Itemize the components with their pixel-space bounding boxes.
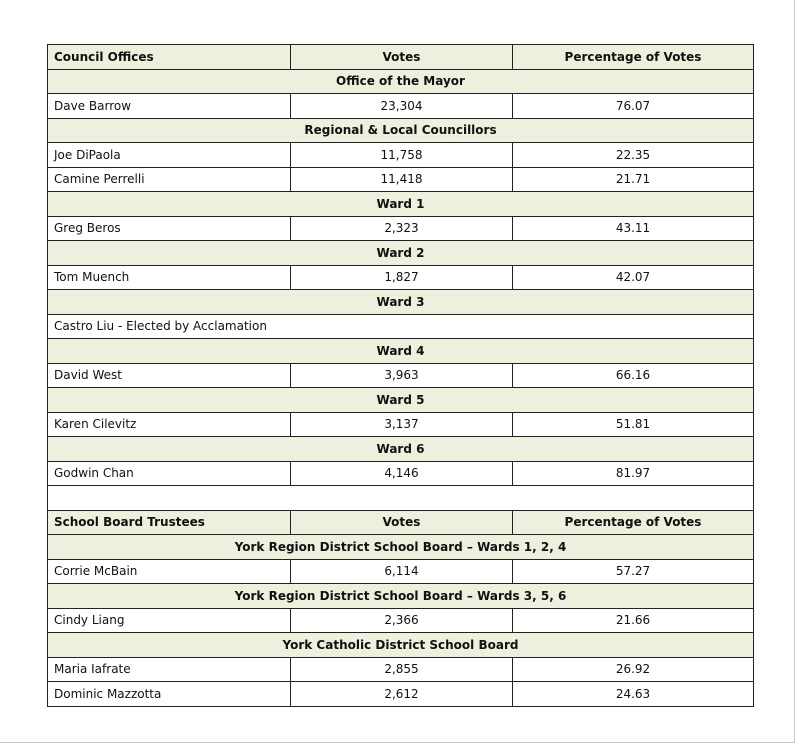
vote-percentage: 66.16 <box>513 363 754 388</box>
table-row <box>48 608 754 633</box>
section-heading-row <box>48 192 754 217</box>
section-heading-row <box>48 633 754 658</box>
vote-count: 2,366 <box>291 608 513 633</box>
table-row <box>48 657 754 682</box>
table-row <box>48 314 754 339</box>
section-heading-row <box>48 69 754 94</box>
table-row <box>48 461 754 486</box>
section-heading-row <box>48 290 754 315</box>
section-title: Ward 1 <box>48 192 754 217</box>
section-heading-row <box>48 118 754 143</box>
vote-count: 3,137 <box>291 412 513 437</box>
candidate-name: Joe DiPaola <box>48 143 291 168</box>
vote-count: 2,323 <box>291 216 513 241</box>
office-column-header: School Board Trustees <box>48 510 291 535</box>
candidate-name: Maria Iafrate <box>48 657 291 682</box>
office-column-header: Council Offices <box>48 45 291 70</box>
table-row <box>48 94 754 119</box>
vote-percentage: 43.11 <box>513 216 754 241</box>
section-heading-row <box>48 388 754 413</box>
section-title: York Catholic District School Board <box>48 633 754 658</box>
section-title: Ward 3 <box>48 290 754 315</box>
vote-percentage: 26.92 <box>513 657 754 682</box>
vote-percentage: 81.97 <box>513 461 754 486</box>
candidate-name: Castro Liu - Elected by Acclamation <box>48 314 754 339</box>
candidate-name: Camine Perrelli <box>48 167 291 192</box>
empty-cell <box>48 486 754 511</box>
section-title: Regional & Local Councillors <box>48 118 754 143</box>
vote-count: 2,855 <box>291 657 513 682</box>
candidate-name: Dave Barrow <box>48 94 291 119</box>
candidate-name: Tom Muench <box>48 265 291 290</box>
vote-percentage: 42.07 <box>513 265 754 290</box>
votes-column-header: Votes <box>291 510 513 535</box>
candidate-name: Corrie McBain <box>48 559 291 584</box>
table-row <box>48 559 754 584</box>
candidate-name: Karen Cilevitz <box>48 412 291 437</box>
table-row <box>48 363 754 388</box>
table-row <box>48 412 754 437</box>
vote-count: 23,304 <box>291 94 513 119</box>
section-title: York Region District School Board – Wards 1, 2, 4 <box>48 535 754 560</box>
section-title: Ward 4 <box>48 339 754 364</box>
vote-count: 1,827 <box>291 265 513 290</box>
section-heading-row <box>48 437 754 462</box>
trustees-header-row <box>48 510 754 535</box>
vote-count: 3,963 <box>291 363 513 388</box>
section-title: Ward 6 <box>48 437 754 462</box>
vote-percentage: 57.27 <box>513 559 754 584</box>
vote-percentage: 51.81 <box>513 412 754 437</box>
candidate-name: Dominic Mazzotta <box>48 682 291 707</box>
vote-count: 2,612 <box>291 682 513 707</box>
section-title: Ward 2 <box>48 241 754 266</box>
vote-percentage: 24.63 <box>513 682 754 707</box>
percent-column-header: Percentage of Votes <box>513 45 754 70</box>
vote-count: 11,758 <box>291 143 513 168</box>
vote-percentage: 22.35 <box>513 143 754 168</box>
table-row <box>48 682 754 707</box>
spacer-row <box>48 486 754 511</box>
section-heading-row <box>48 535 754 560</box>
candidate-name: Cindy Liang <box>48 608 291 633</box>
section-title: Office of the Mayor <box>48 69 754 94</box>
candidate-name: David West <box>48 363 291 388</box>
results-table-body <box>48 45 754 707</box>
section-title: Ward 5 <box>48 388 754 413</box>
vote-count: 11,418 <box>291 167 513 192</box>
vote-percentage: 21.71 <box>513 167 754 192</box>
table-row <box>48 167 754 192</box>
vote-count: 4,146 <box>291 461 513 486</box>
vote-percentage: 21.66 <box>513 608 754 633</box>
section-title: York Region District School Board – Wards 3, 5, 6 <box>48 584 754 609</box>
table-row <box>48 143 754 168</box>
table-row <box>48 216 754 241</box>
section-heading-row <box>48 584 754 609</box>
section-heading-row <box>48 241 754 266</box>
votes-column-header: Votes <box>291 45 513 70</box>
council-header-row <box>48 45 754 70</box>
vote-count: 6,114 <box>291 559 513 584</box>
table-row <box>48 265 754 290</box>
candidate-name: Greg Beros <box>48 216 291 241</box>
section-heading-row <box>48 339 754 364</box>
election-results-table <box>47 44 754 707</box>
candidate-name: Godwin Chan <box>48 461 291 486</box>
vote-percentage: 76.07 <box>513 94 754 119</box>
percent-column-header: Percentage of Votes <box>513 510 754 535</box>
